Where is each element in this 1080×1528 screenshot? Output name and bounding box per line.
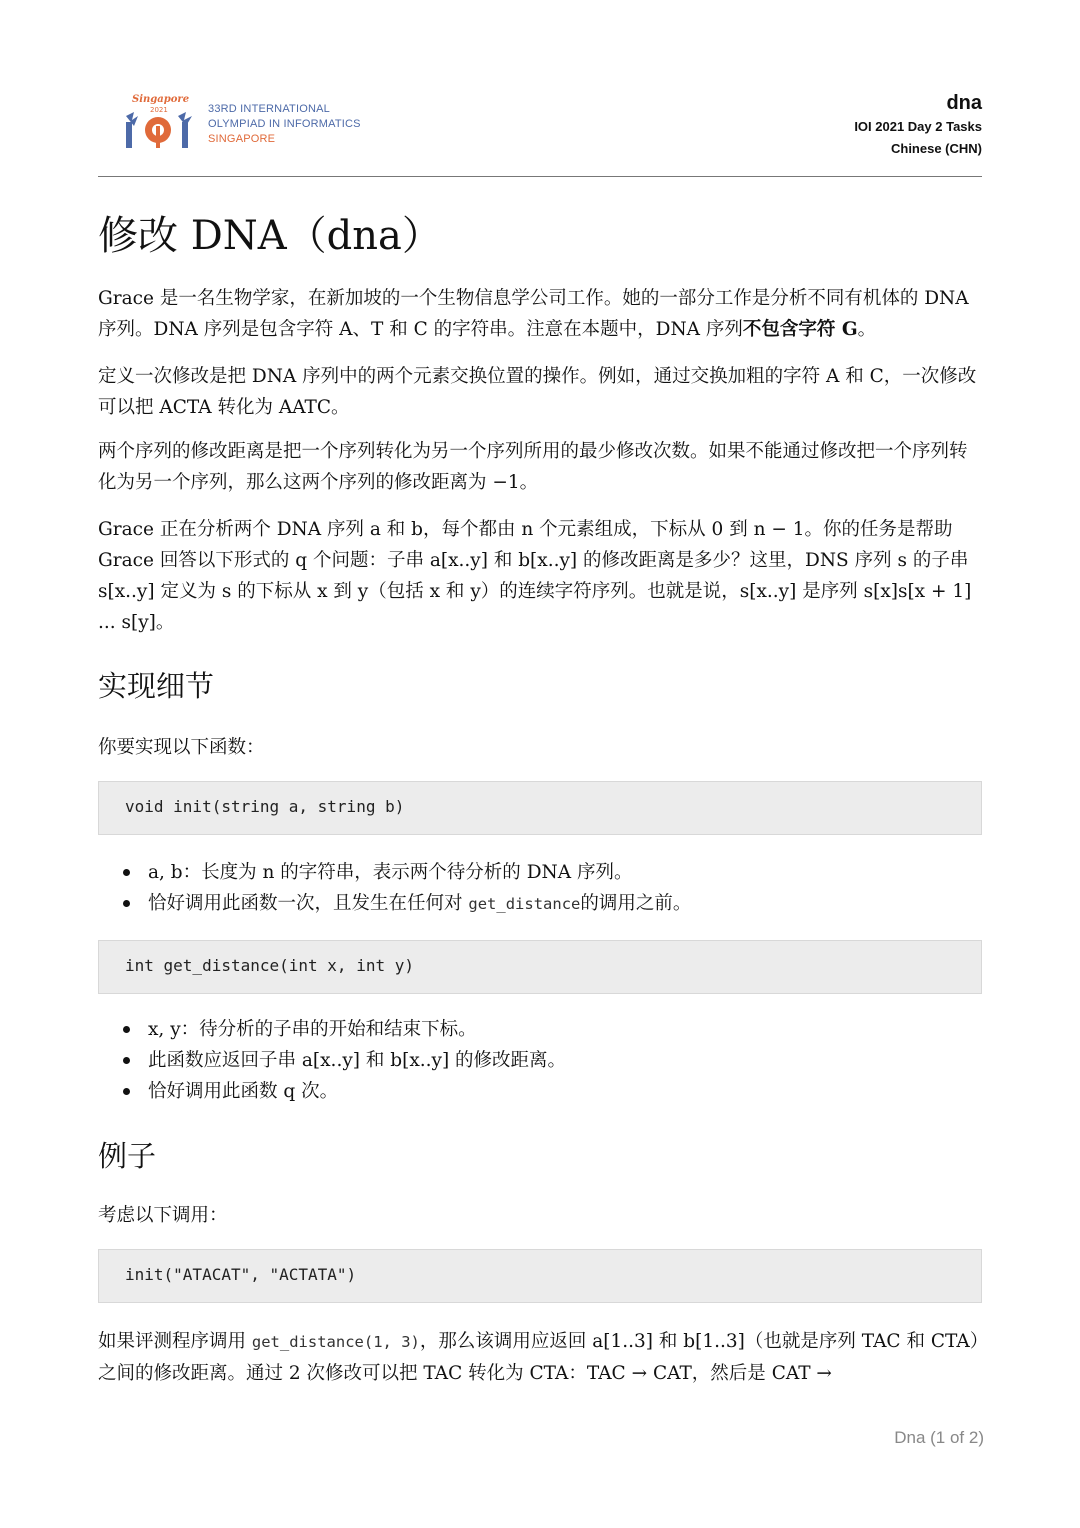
list-item [98, 1014, 982, 1045]
ioi-logo-text [208, 102, 361, 147]
list-item [98, 1076, 982, 1107]
svg-text:Singapore: Singapore [132, 94, 190, 105]
impl-heading: 实现细节 [98, 669, 215, 703]
intro-paragraph-2: 定义一次修改是把 DNA 序列中的两个元素交换位置的操作。例如，通过交换加粗的字符 A 和 C，一次修改可以把 ACTA 转化为 AATC。 [98, 366, 977, 418]
language-label: Chinese (CHN) [890, 141, 982, 156]
init-bullet-1: a, b：长度为 n 的字符串，表示两个待分析的 DNA 序列。 [148, 862, 633, 883]
code-get-distance-signature: int get_distance(int x, int y) [125, 956, 414, 975]
page-title: 修改 DNA（dna） [98, 213, 442, 259]
code-example-init: init("ATACAT", "ACTATA") [125, 1265, 357, 1284]
get-distance-bullets [98, 1014, 982, 1107]
task-info [854, 90, 982, 160]
page-footer: Dna (1 of 2) [894, 1428, 984, 1447]
example-p-text-a: 如果评测程序调用 [98, 1331, 252, 1352]
example-paragraph [98, 1326, 982, 1389]
code-block-init [98, 781, 982, 835]
page-header [98, 88, 982, 177]
logo-line-1: 33RD INTERNATIONAL [208, 103, 330, 115]
intro-paragraph-3: 两个序列的修改距离是把一个序列转化为另一个序列所用的最少修改次数。如果不能通过修改把一个序列转化为另一个序列，那么这两个序列的修改距离为 −1。 [98, 441, 968, 493]
logo-line-3: SINGAPORE [208, 133, 276, 145]
intro-p1-text: Grace 是一名生物学家，在新加坡的一个生物信息学公司工作。她的一部分工作是分析不同有机体的 DNA 序列。DNA 序列是包含字符 A、T 和 C 的字符串。注意在本题中，DNA 序列 [98, 288, 969, 340]
code-init-signature: void init(string a, string b) [125, 797, 405, 816]
impl-lead: 你要实现以下函数： [98, 737, 265, 758]
task-name: dna [946, 92, 982, 114]
intro-paragraph-4: Grace 正在分析两个 DNA 序列 a 和 b，每个都由 n 个元素组成，下标从 0 到 n − 1。你的任务是帮助 Grace 回答以下形式的 q 个问题：子串 a[x..y] 和 b[x..y] 的修改距离是多少？这里，DNS 序列 s 的子串 s[x..y] 定义为 s 的下标从 x 到 y（包括 x 和 y）的连续字符序列。也就是说，s[x..y] 是序列 s[x]s[x + 1] ... s[y]。 [98, 519, 972, 633]
logo-line-2: OLYMPIAD IN INFORMATICS [208, 118, 361, 130]
ioi-logo [112, 90, 212, 152]
intro-paragraph-1 [98, 283, 982, 345]
contest-name: IOI 2021 Day 2 Tasks [854, 119, 982, 134]
init-bullet-2b: 的调用之前。 [580, 893, 692, 914]
example-heading: 例子 [98, 1139, 157, 1173]
list-item [98, 1045, 982, 1076]
code-block-example-init [98, 1249, 982, 1303]
init-bullets [98, 857, 982, 920]
gd-bullet-3: 恰好调用此函数 q 次。 [148, 1081, 339, 1102]
svg-text:2021: 2021 [150, 106, 168, 114]
ioi-tree-emblem-icon [112, 90, 212, 152]
code-block-get-distance [98, 940, 982, 994]
intro-p1-end: 。 [857, 319, 877, 340]
init-bullet-2-code: get_distance [468, 895, 581, 913]
example-p-code: get_distance(1, 3) [251, 1333, 420, 1351]
intro-p1-bold: 不包含字符 G [742, 319, 858, 340]
list-item [98, 888, 982, 920]
gd-bullet-1: x, y：待分析的子串的开始和结束下标。 [148, 1019, 477, 1040]
example-lead: 考虑以下调用： [98, 1205, 228, 1226]
init-bullet-2a: 恰好调用此函数一次，且发生在任何对 [148, 893, 469, 914]
gd-bullet-2: 此函数应返回子串 a[x..y] 和 b[x..y] 的修改距离。 [148, 1050, 567, 1071]
list-item [98, 857, 982, 888]
example-p-text-b: ，那么该调用应返回 a[1..3] 和 b[1..3]（也就是序列 TAC 和 CTA）之间的修改距离。通过 2 次修改可以把 TAC 转化为 CTA：TAC → CAT，然后是 CAT → [98, 1331, 979, 1384]
